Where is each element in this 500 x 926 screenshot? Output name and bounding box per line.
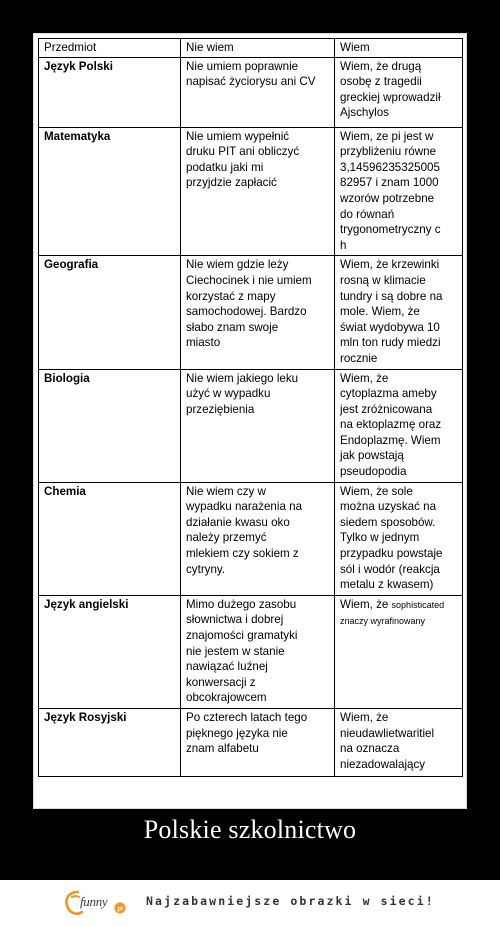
know-cell: Wiem, że krzewinki rosną w klimacie tundry i są dobre na mole. Wiem, że świat wydobywa 10 mln ton rudy miedzi rocznie — [335, 256, 463, 369]
logo-badge-text: pl — [117, 906, 123, 913]
table-row — [39, 482, 463, 595]
site-logo[interactable] — [62, 888, 132, 918]
table-row — [39, 127, 463, 256]
site-slogan: Najzabawniejsze obrazki w sieci! — [146, 894, 435, 908]
subject-cell: Język Polski — [39, 57, 181, 127]
logo-text: funny — [80, 894, 108, 909]
table-row — [39, 57, 463, 127]
subject-cell: Chemia — [39, 482, 181, 595]
site-footer — [0, 880, 500, 926]
table-row — [39, 708, 463, 776]
header-know: Wiem — [335, 39, 463, 58]
know-cell: Wiem, ze pi jest w przybliżeniu równe 3,14596235325005 82957 i znam 1000 wzorów potrzebne do równań trygonometryczny c h — [335, 127, 463, 256]
dont-know-cell: Nie wiem gdzie leży Ciechocinek i nie umiem korzystać z mapy samochodowej. Bardzo słabo znam swoje miasto — [181, 256, 335, 369]
comparison-table — [38, 38, 463, 777]
dont-know-cell: Nie wiem jakiego leku użyć w wypadku przeziębienia — [181, 369, 335, 482]
dont-know-cell: Mimo dużego zasobu słownictwa i dobrej znajomości gramatyki nie jestem w stanie nawiązać luźnej konwersacji z obcokrajowcem — [181, 595, 335, 708]
subject-cell: Geografia — [39, 256, 181, 369]
subject-cell: Matematyka — [39, 127, 181, 256]
table-row — [39, 595, 463, 708]
know-cell: Wiem, że cytoplazma ameby jest zróżnicowana na ektoplazmę oraz Endoplazmę. Wiem jak powstają pseudopodia — [335, 369, 463, 482]
know-cell — [335, 595, 463, 708]
poster-caption: Polskie szkolnictwo — [143, 815, 357, 844]
table-row — [39, 369, 463, 482]
subject-cell: Biologia — [39, 369, 181, 482]
know-cell: Wiem, że drugą osobę z tragedii greckiej wprowadził Ajschylos — [335, 57, 463, 127]
table-header-row — [39, 39, 463, 58]
table-row — [39, 256, 463, 369]
dont-know-cell: Po czterech latach tego pięknego języka nie znam alfabetu — [181, 708, 335, 776]
dont-know-cell: Nie umiem poprawnie napisać życiorysu ani CV — [181, 57, 335, 127]
know-cell: Wiem, że nieudawlietwaritiel na oznacza niezadowalający — [335, 708, 463, 776]
know-small-text: sophisticated znaczy wyrafinowany — [340, 599, 445, 627]
header-subject: Przedmiot — [39, 39, 181, 58]
image-frame — [33, 33, 467, 809]
know-prefix: Wiem, że — [340, 597, 392, 611]
subject-cell: Język angielski — [39, 595, 181, 708]
dont-know-cell: Nie umiem wypełnić druku PIT ani obliczyć podatku jaki mi przyjdzie zapłacić — [181, 127, 335, 256]
header-dont-know: Nie wiem — [181, 39, 335, 58]
subject-cell: Język Rosyjski — [39, 708, 181, 776]
dont-know-cell: Nie wiem czy w wypadku narażenia na działanie kwasu oko należy przemyć mlekiem czy sokiem z cytryny. — [181, 482, 335, 595]
know-cell: Wiem, że sole można uzyskać na siedem sposobów. Tylko w jednym przypadku powstaje sól i wodór (reakcja metalu z kwasem) — [335, 482, 463, 595]
